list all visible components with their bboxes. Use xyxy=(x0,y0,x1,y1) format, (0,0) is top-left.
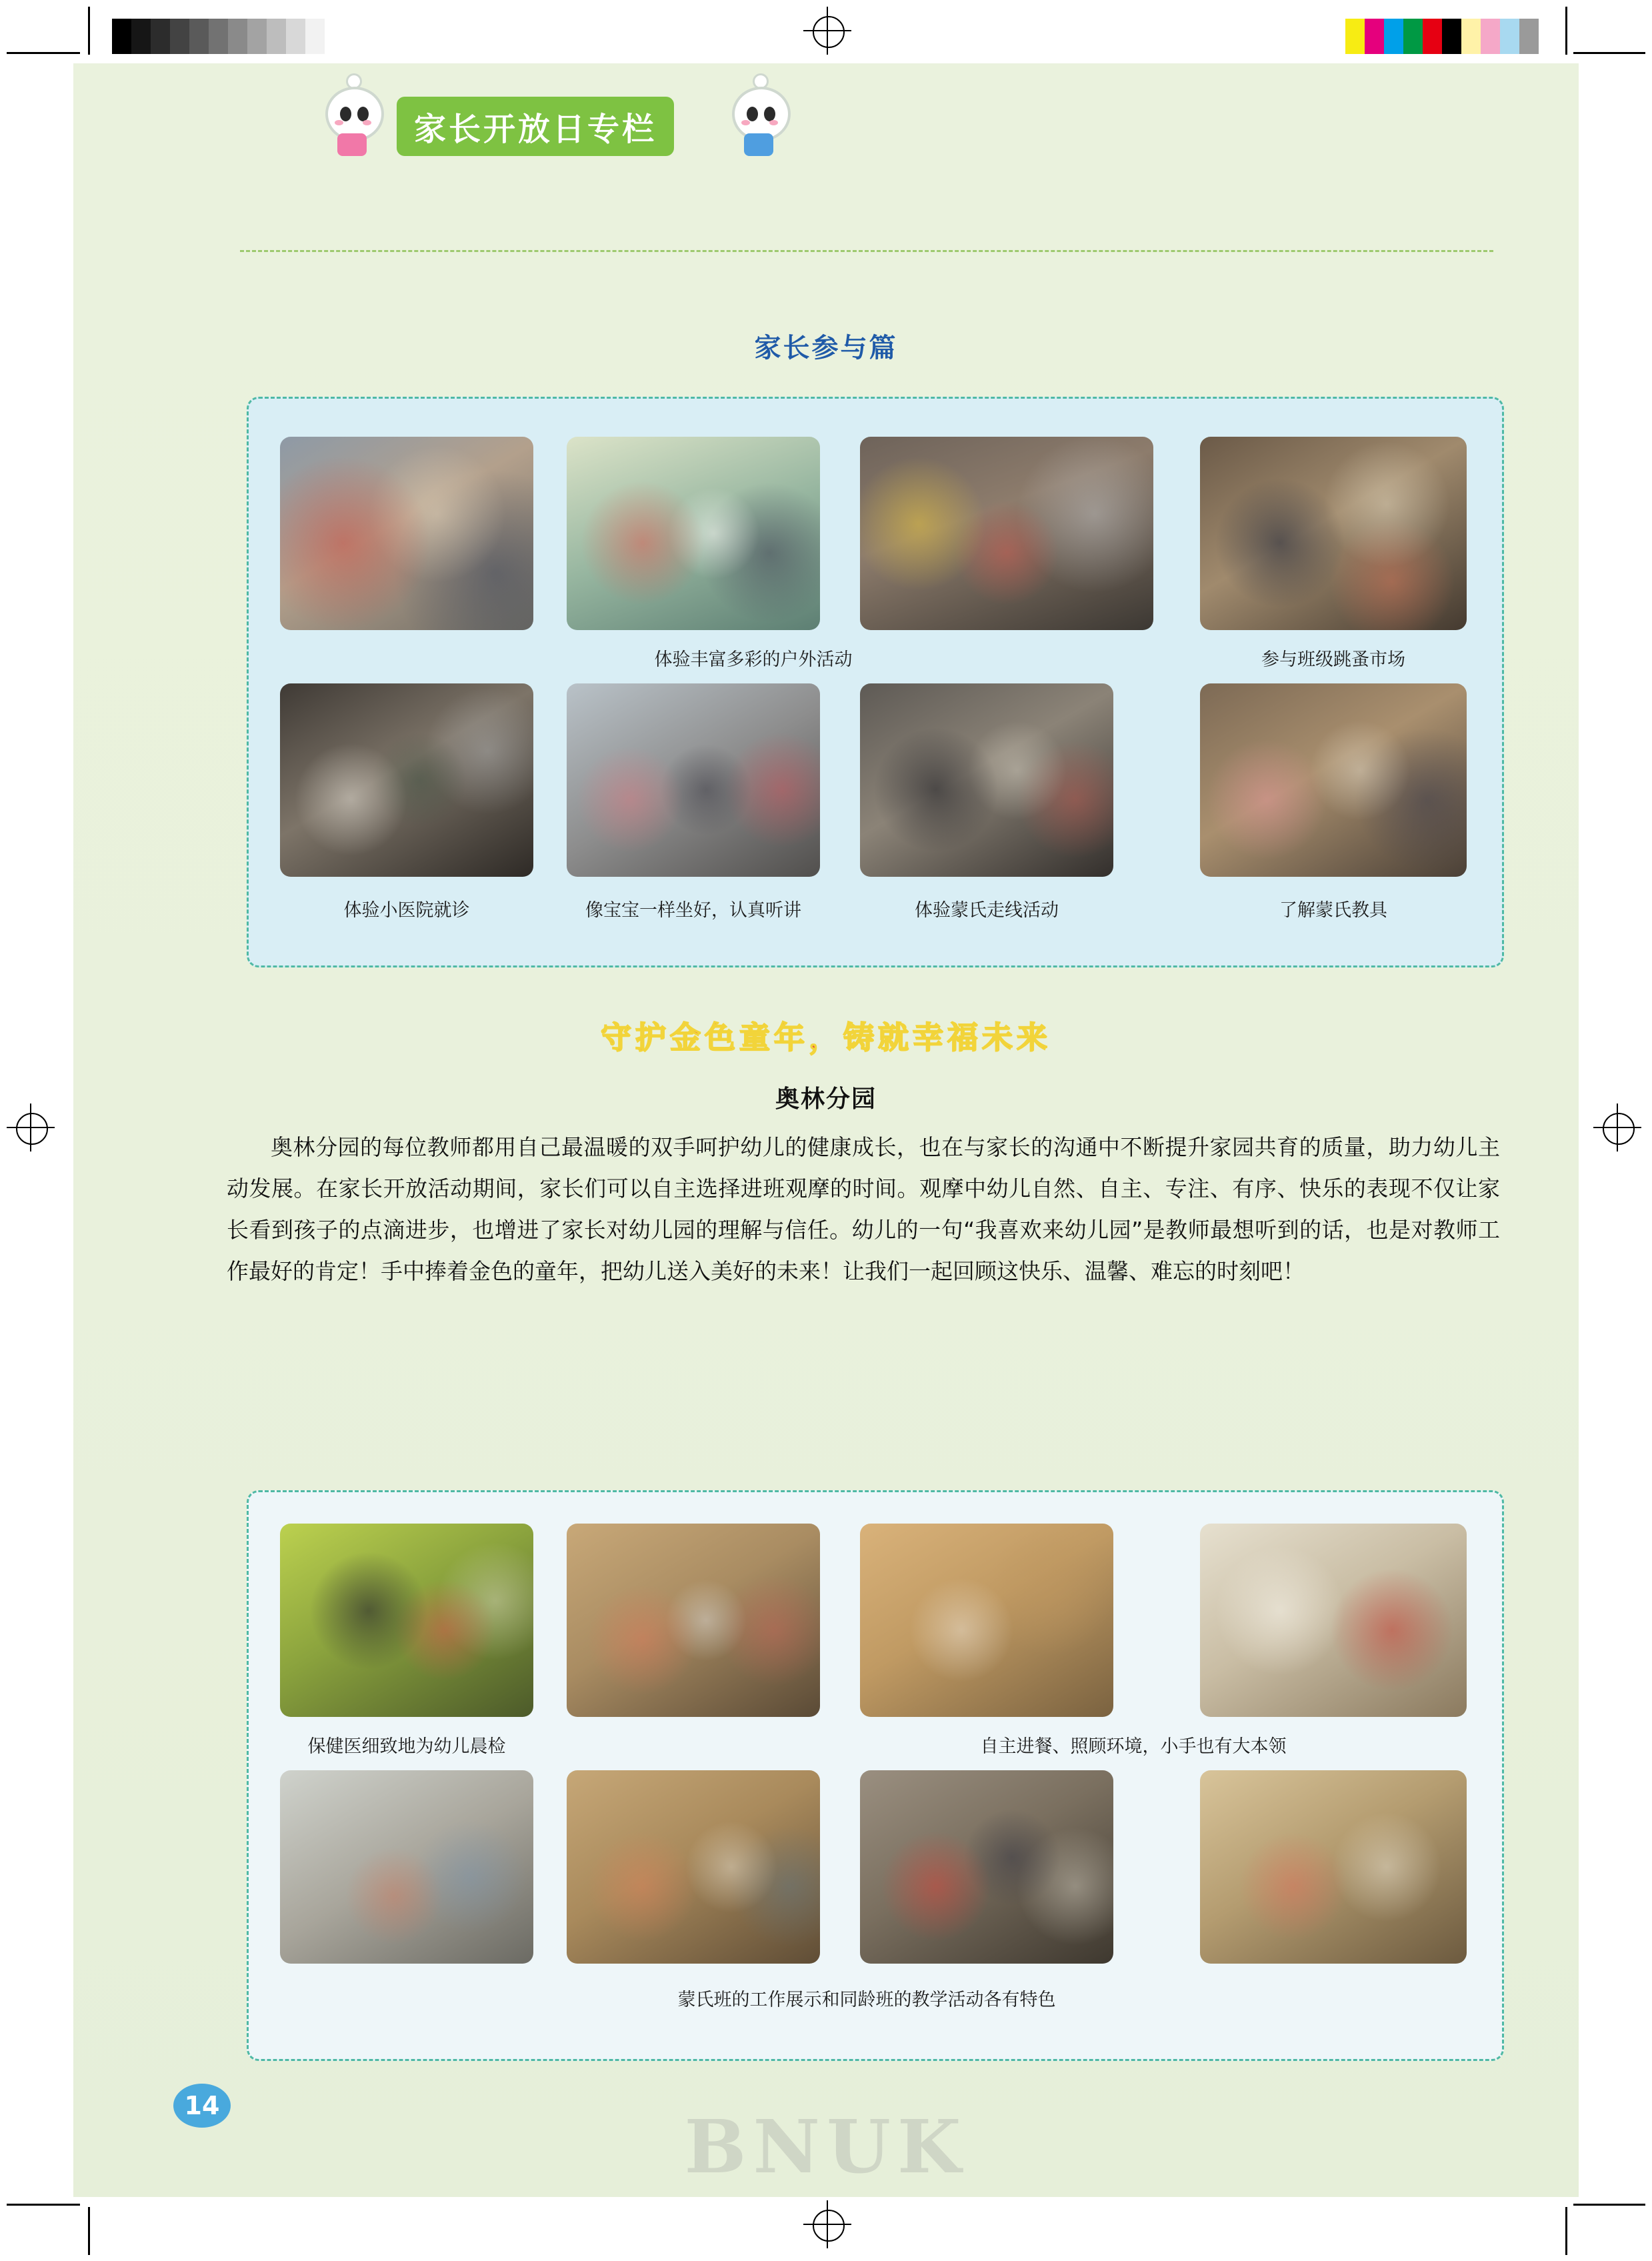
greyscale-swatch-4 xyxy=(189,19,209,54)
registration-mark-left xyxy=(7,1103,55,1152)
crop-mark-bottom-left-v xyxy=(88,2207,90,2255)
greyscale-swatch-11 xyxy=(325,19,344,54)
photo-children-self-serve-meal xyxy=(567,1524,820,1717)
greyscale-swatch-6 xyxy=(228,19,247,54)
greyscale-swatch-5 xyxy=(209,19,228,54)
caption-seated-listening: 像宝宝一样坐好，认真听讲 xyxy=(585,900,801,921)
photo-children-at-shelves xyxy=(1200,1770,1467,1964)
registration-mark-right xyxy=(1593,1103,1641,1152)
crop-mark-top-left-h xyxy=(7,52,80,54)
registration-mark-bottom xyxy=(803,2200,851,2248)
crop-mark-top-right-h xyxy=(1573,52,1645,54)
photo-classroom-shelf-activity xyxy=(1200,437,1467,630)
photo-flea-market-browsing xyxy=(860,437,1153,630)
color-swatch-6 xyxy=(1461,19,1481,54)
photo-montessori-work-tables xyxy=(567,1770,820,1964)
article-paragraph: 奥林分园的每位教师都用自己最温暖的双手呵护幼儿的健康成长，也在与家长的沟通中不断提升家园共育的质量，助力幼儿主动发展。在家长开放活动期间，家长们可以自主选择进班观摩的时间。观摩中幼儿自然、自主、专注、有序、快乐的表现不仅让家长看到孩子的点滴进步，也增进了家长对幼儿园的理解与信任。幼儿的一句“我喜欢来幼儿园”是教师最想听到的话，也是对教师工作最好的肯定！手中捧着金色的童年，把幼儿送入美好的未来！让我们一起回顾这快乐、温馨、难忘的时刻吧！ xyxy=(227,1134,1500,1284)
color-swatch-1 xyxy=(1365,19,1384,54)
greyscale-swatch-0 xyxy=(112,19,131,54)
section-title-participation: 家长参与篇 xyxy=(754,333,898,363)
page-number-badge: 14 xyxy=(173,2084,231,2128)
registration-mark-top xyxy=(803,7,851,55)
crop-mark-bottom-right-v xyxy=(1565,2207,1567,2255)
header-banner xyxy=(167,73,1373,167)
caption-morning-check: 保健医细致地为幼儿晨检 xyxy=(307,1736,506,1757)
caption-self-serve-meal: 自主进餐、照顾环境，小手也有大本领 xyxy=(980,1736,1287,1757)
crop-mark-top-right-v xyxy=(1565,7,1567,55)
photo-parents-outdoor-play xyxy=(280,437,533,630)
color-swatch-7 xyxy=(1481,19,1500,54)
color-swatch-5 xyxy=(1442,19,1461,54)
caption-montessori-classes: 蒙氏班的工作展示和同龄班的教学活动各有特色 xyxy=(677,1990,1056,2010)
crop-mark-bottom-right-h xyxy=(1573,2204,1645,2206)
color-swatch-3 xyxy=(1403,19,1423,54)
mascot-boy-icon xyxy=(727,80,791,160)
photo-montessori-materials-intro xyxy=(1200,683,1467,877)
greyscale-swatch-7 xyxy=(247,19,267,54)
page-sheet xyxy=(73,63,1579,2197)
color-swatch-8 xyxy=(1500,19,1519,54)
mascot-girl-icon xyxy=(320,80,384,160)
greyscale-swatch-1 xyxy=(131,19,151,54)
caption-montessori-materials: 了解蒙氏教具 xyxy=(1279,900,1387,921)
greyscale-calibration-bar xyxy=(112,19,344,54)
crop-mark-top-left-v xyxy=(88,7,90,55)
greyscale-swatch-2 xyxy=(151,19,170,54)
color-swatch-9 xyxy=(1519,19,1539,54)
color-swatch-0 xyxy=(1345,19,1365,54)
photo-child-cleaning-board xyxy=(1200,1524,1467,1717)
photo-group-floor-activity xyxy=(860,1770,1113,1964)
photo-classroom-wide-view xyxy=(280,1770,533,1964)
greyscale-swatch-10 xyxy=(305,19,325,54)
photo-parents-seated-listening xyxy=(567,683,820,877)
caption-little-hospital: 体验小医院就诊 xyxy=(343,900,470,921)
photo-montessori-line-walking xyxy=(860,683,1113,877)
greyscale-swatch-3 xyxy=(170,19,189,54)
color-calibration-bar xyxy=(1345,19,1539,54)
photo-little-hospital-roleplay xyxy=(280,683,533,877)
photo-morning-health-check xyxy=(280,1524,533,1717)
article-subtitle: 奥林分园 xyxy=(775,1085,877,1113)
color-swatch-2 xyxy=(1384,19,1403,54)
header-title: 家长开放日专栏 xyxy=(397,97,674,156)
greyscale-swatch-9 xyxy=(286,19,305,54)
color-swatch-4 xyxy=(1423,19,1442,54)
crop-mark-bottom-left-h xyxy=(7,2204,80,2206)
header-divider xyxy=(240,250,1493,252)
caption-flea-market: 参与班级跳蚤市场 xyxy=(1261,649,1405,670)
footer-watermark: BNUK xyxy=(684,2104,968,2190)
caption-outdoor-activities: 体验丰富多彩的户外活动 xyxy=(654,649,853,670)
photo-children-outdoor-circle xyxy=(567,437,820,630)
article-headline: 守护金色童年，铸就幸福未来 xyxy=(601,1019,1051,1055)
photo-child-carrying-material xyxy=(860,1524,1113,1717)
greyscale-swatch-8 xyxy=(267,19,286,54)
caption-line-walking: 体验蒙氏走线活动 xyxy=(915,900,1059,921)
